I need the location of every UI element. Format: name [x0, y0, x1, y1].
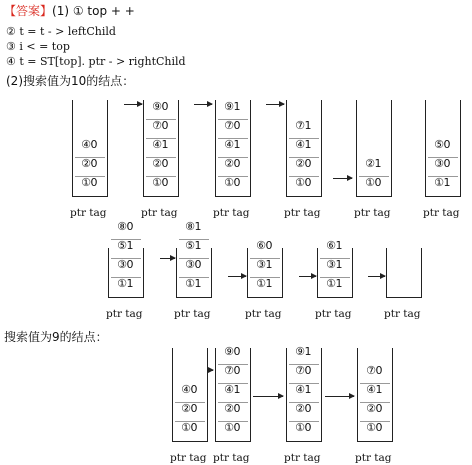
stack-entry-tag: 0	[233, 176, 241, 189]
stack-entry-divider	[146, 176, 176, 177]
stack-entry-tag: 1	[304, 345, 312, 358]
stack-caption: ptr tag	[213, 207, 250, 219]
stack-entry-divider	[218, 364, 248, 365]
stack-entry-tag: 0	[126, 258, 134, 271]
stack-entry	[287, 402, 321, 421]
stack-entry-tag: 0	[161, 119, 169, 132]
stack-entry-tag: 0	[375, 364, 383, 377]
transition-arrow	[124, 104, 142, 105]
stack-entry	[287, 421, 321, 440]
row1-stack-3	[215, 100, 251, 197]
stack-entry	[358, 364, 392, 383]
stack-entry-ptr: ②	[224, 402, 234, 415]
row2-stack-2	[176, 220, 212, 298]
stack-entry	[109, 220, 143, 239]
stack-entry-ptr: ①	[256, 277, 266, 290]
stack-entry	[109, 277, 143, 296]
stack-entry-tag: 1	[265, 258, 273, 271]
stack-entry-tag: 1	[335, 277, 343, 290]
stack-entry-divider	[320, 277, 350, 278]
stack-entry-ptr: ⑧	[185, 220, 195, 233]
stack-entry-tag: 1	[233, 383, 241, 396]
stack-entry-ptr: ①	[181, 421, 191, 434]
stack-entry-tag: 1	[233, 100, 241, 113]
stack-entry-ptr: ①	[224, 421, 234, 434]
stack-entry-ptr: ⑤	[117, 239, 127, 252]
row3-stack-1	[172, 348, 208, 442]
stack-entry-ptr: ④	[366, 383, 376, 396]
stack-caption: ptr tag	[106, 308, 143, 320]
stack-entry	[287, 138, 321, 157]
stack-entry-ptr: ①	[326, 277, 336, 290]
stack-caption: ptr tag	[384, 308, 421, 320]
stack-caption: ptr tag	[355, 452, 392, 464]
stack-entry-tag: 0	[304, 176, 312, 189]
stack-entry-divider	[359, 176, 389, 177]
stack-entry-tag: 0	[90, 176, 98, 189]
stack-entry-divider	[146, 157, 176, 158]
stack-entry-tag: 0	[233, 402, 241, 415]
stack-caption: ptr tag	[213, 452, 250, 464]
stack-entry-divider	[75, 176, 105, 177]
stack-entry	[177, 239, 211, 258]
stack-entry-ptr: ⑦	[152, 119, 162, 132]
stack-entry-ptr: ①	[434, 176, 444, 189]
stack-entry-ptr: ④	[224, 383, 234, 396]
stack-entry-tag: 0	[375, 402, 383, 415]
stack-entry-divider	[289, 402, 319, 403]
stack-entry-ptr: ④	[295, 383, 305, 396]
stack-entry	[144, 157, 178, 176]
stack-entry-ptr: ⑥	[326, 239, 336, 252]
stack-entry-tag: 1	[194, 220, 202, 233]
stack-entry	[173, 402, 207, 421]
stack-entry	[287, 119, 321, 138]
stack-entry-tag: 1	[304, 383, 312, 396]
stack-entry-ptr: ⑨	[224, 345, 234, 358]
stack-entry-ptr: ②	[365, 157, 375, 170]
stack-entry-divider	[289, 138, 319, 139]
stack-entry	[248, 277, 282, 296]
stack-entry-divider	[218, 402, 248, 403]
stack-entry-divider	[250, 277, 280, 278]
stack-entry	[287, 345, 321, 364]
stack-entry-ptr: ①	[152, 176, 162, 189]
stack-entry	[426, 157, 460, 176]
stack-entry-divider	[175, 402, 205, 403]
stack-entry-divider	[218, 383, 248, 384]
stack-entry-divider	[428, 157, 458, 158]
stack-entry-tag: 0	[161, 176, 169, 189]
stack-entry-ptr: ③	[185, 258, 195, 271]
stack-entry-divider	[218, 176, 248, 177]
stack-caption: ptr tag	[174, 308, 211, 320]
row1-stack-6	[425, 100, 461, 197]
stack-entry-ptr: ④	[224, 138, 234, 151]
stack-entry	[144, 100, 178, 119]
stack-entry-ptr: ③	[434, 157, 444, 170]
stack-entry-tag: 1	[375, 383, 383, 396]
question-1-line-1: (1) ① top + +	[52, 4, 135, 18]
stack-entry-tag: 1	[304, 138, 312, 151]
stack-entry-tag: 0	[304, 421, 312, 434]
stack-entry-divider	[179, 277, 209, 278]
stack-entry	[358, 402, 392, 421]
stack-entry-tag: 1	[443, 176, 451, 189]
stack-entry-divider	[218, 138, 248, 139]
row3-stack-2	[215, 345, 251, 442]
question-1-line-3: ③ i < = top	[6, 40, 70, 53]
stack-entry-tag: 1	[194, 239, 202, 252]
stack-entry-divider	[289, 383, 319, 384]
stack-entry	[73, 138, 107, 157]
stack-entry-divider	[360, 421, 390, 422]
stack-entry	[73, 157, 107, 176]
stack-entry-ptr: ①	[117, 277, 127, 290]
stack-caption: ptr tag	[70, 207, 107, 219]
stack-entry	[216, 364, 250, 383]
stack-entry	[216, 345, 250, 364]
stack-entry	[173, 383, 207, 402]
stack-entry-tag: 0	[304, 402, 312, 415]
stack-entry	[318, 277, 352, 296]
stack-entry-ptr: ③	[256, 258, 266, 271]
transition-arrow	[325, 396, 354, 397]
stack-entry	[216, 100, 250, 119]
stack-entry-divider	[218, 421, 248, 422]
stack-entry-divider	[360, 383, 390, 384]
stack-entry-divider	[146, 119, 176, 120]
stack-entry-ptr: ⑤	[434, 138, 444, 151]
transition-arrow	[160, 258, 175, 259]
stack-entry-tag: 0	[190, 402, 198, 415]
stack-entry-tag: 0	[375, 421, 383, 434]
stack-entry	[109, 239, 143, 258]
stack-entry	[248, 239, 282, 258]
stack-entry-ptr: ④	[81, 138, 91, 151]
stack-entry	[357, 176, 391, 195]
row1-stack-1	[72, 100, 108, 197]
stack-entry	[216, 119, 250, 138]
stack-entry-divider	[360, 402, 390, 403]
row1-stack-5	[356, 100, 392, 197]
answer-label: 【答案】	[4, 4, 53, 18]
stack-entry	[144, 176, 178, 195]
stack-entry	[216, 176, 250, 195]
stack-entry-ptr: ②	[152, 157, 162, 170]
stack-entry-ptr: ②	[81, 157, 91, 170]
stack-entry-tag: 0	[90, 157, 98, 170]
stack-entry-ptr: ②	[295, 402, 305, 415]
stack-entry-tag: 0	[233, 364, 241, 377]
stack-entry-tag: 0	[265, 239, 273, 252]
transition-arrow	[194, 104, 212, 105]
stack-entry-divider	[175, 421, 205, 422]
stack-entry-divider	[218, 157, 248, 158]
stack-entry	[216, 421, 250, 440]
stack-entry-ptr: ①	[365, 176, 375, 189]
stack-entry-divider	[250, 258, 280, 259]
stack-entry-tag: 0	[161, 157, 169, 170]
stack-entry-divider	[289, 364, 319, 365]
stack-entry	[426, 138, 460, 157]
stack-entry-tag: 1	[126, 239, 134, 252]
stack-entry-tag: 1	[233, 138, 241, 151]
stack-entry-tag: 1	[304, 119, 312, 132]
stack-entry	[358, 383, 392, 402]
stack-entry-tag: 0	[233, 421, 241, 434]
stack-entry-tag: 1	[161, 138, 169, 151]
stack-caption: ptr tag	[141, 207, 178, 219]
stack-caption: ptr tag	[170, 452, 207, 464]
stack-entry-divider	[111, 258, 141, 259]
stack-entry-ptr: ②	[295, 157, 305, 170]
section-2-heading: (2)搜索值为10的结点：	[6, 74, 135, 88]
stack-entry	[318, 258, 352, 277]
stack-entry-tag: 0	[194, 258, 202, 271]
stack-entry	[426, 176, 460, 195]
stack-entry-tag: 1	[374, 157, 382, 170]
stack-entry-divider	[179, 258, 209, 259]
stack-entry	[287, 176, 321, 195]
stack-entry-ptr: ①	[81, 176, 91, 189]
stack-entry-ptr: ⑦	[224, 364, 234, 377]
stack-entry-tag: 0	[304, 364, 312, 377]
stack-entry-tag: 0	[443, 157, 451, 170]
stack-entry-divider	[179, 239, 209, 240]
section-3-heading: 搜索值为9的结点：	[4, 330, 108, 344]
stack-entry-ptr: ②	[181, 402, 191, 415]
stack-caption: ptr tag	[354, 207, 391, 219]
stack-entry-ptr: ①	[224, 176, 234, 189]
stack-entry-ptr: ④	[295, 138, 305, 151]
stack-entry	[177, 277, 211, 296]
stack-entry-ptr: ⑨	[152, 100, 162, 113]
stack-entry-ptr: ⑥	[256, 239, 266, 252]
stack-entry-tag: 0	[190, 383, 198, 396]
stack-entry-tag: 0	[304, 157, 312, 170]
stack-entry-divider	[146, 138, 176, 139]
stack-entry-ptr: ②	[366, 402, 376, 415]
stack-entry-ptr: ④	[152, 138, 162, 151]
transition-arrow	[228, 276, 246, 277]
stack-entry	[287, 364, 321, 383]
stack-entry-ptr: ①	[295, 421, 305, 434]
stack-entry-divider	[111, 277, 141, 278]
stack-entry-divider	[289, 421, 319, 422]
stack-entry	[216, 402, 250, 421]
row3-stack-3	[286, 345, 322, 442]
stack-caption: ptr tag	[315, 308, 352, 320]
stack-entry-divider	[289, 157, 319, 158]
row3-stack-4	[357, 348, 393, 442]
stack-entry	[318, 239, 352, 258]
stack-entry-tag: 1	[194, 277, 202, 290]
transition-arrow	[209, 370, 213, 371]
row1-stack-2	[143, 100, 179, 197]
stack-entry	[287, 383, 321, 402]
stack-entry-divider	[218, 119, 248, 120]
stack-entry-tag: 0	[374, 176, 382, 189]
row2-stack-1	[108, 220, 144, 298]
stack-entry	[73, 176, 107, 195]
stack-entry	[173, 421, 207, 440]
stack-entry-ptr: ②	[224, 157, 234, 170]
stack-entry-tag: 0	[233, 119, 241, 132]
stack-entry-ptr: ⑦	[224, 119, 234, 132]
stack-entry	[216, 383, 250, 402]
stack-entry	[177, 220, 211, 239]
stack-entry-ptr: ①	[185, 277, 195, 290]
transition-arrow	[299, 276, 316, 277]
question-1-line-2: ② t = t - > leftChild	[6, 25, 116, 38]
stack-entry	[216, 138, 250, 157]
stack-entry-divider	[289, 176, 319, 177]
stack-entry	[287, 157, 321, 176]
stack-entry	[144, 119, 178, 138]
stack-caption: ptr tag	[284, 452, 321, 464]
stack-entry-ptr: ⑧	[117, 220, 127, 233]
question-1-line-4: ④ t = ST[top]. ptr - > rightChild	[6, 55, 186, 68]
stack-entry	[177, 258, 211, 277]
stack-entry-ptr: ⑦	[295, 364, 305, 377]
stack-entry-ptr: ⑦	[366, 364, 376, 377]
stack-entry	[109, 258, 143, 277]
stack-entry-tag: 1	[265, 277, 273, 290]
stack-entry-divider	[75, 157, 105, 158]
stack-entry-divider	[320, 258, 350, 259]
stack-entry-tag: 0	[90, 138, 98, 151]
stack-entry-divider	[111, 239, 141, 240]
stack-entry-tag: 0	[126, 220, 134, 233]
stack-caption: ptr tag	[284, 207, 321, 219]
stack-entry	[358, 421, 392, 440]
row2-stack-3	[247, 239, 283, 298]
stack-entry-ptr: ⑨	[295, 345, 305, 358]
transition-arrow	[266, 104, 284, 105]
transition-arrow	[253, 396, 283, 397]
stack-entry-divider	[428, 176, 458, 177]
stack-caption: ptr tag	[245, 308, 282, 320]
stack-entry	[144, 138, 178, 157]
row2-stack-4	[317, 239, 353, 298]
stack-entry-tag: 1	[126, 277, 134, 290]
stack-entry	[357, 157, 391, 176]
row1-stack-4	[286, 100, 322, 197]
stack-entry-ptr: ⑨	[224, 100, 234, 113]
stack-entry-ptr: ④	[181, 383, 191, 396]
stack-entry-tag: 1	[335, 258, 343, 271]
stack-entry-tag: 0	[233, 345, 241, 358]
transition-arrow	[333, 178, 352, 179]
stack-entry-ptr: ⑤	[185, 239, 195, 252]
row2-stack-5	[386, 248, 422, 298]
transition-arrow	[368, 276, 385, 277]
stack-entry-ptr: ①	[366, 421, 376, 434]
stack-entry-tag: 0	[161, 100, 169, 113]
stack-entry-ptr: ③	[117, 258, 127, 271]
stack-entry-ptr: ⑦	[295, 119, 305, 132]
stack-entry-tag: 0	[233, 157, 241, 170]
stack-caption: ptr tag	[423, 207, 460, 219]
stack-entry-tag: 1	[335, 239, 343, 252]
stack-entry	[248, 258, 282, 277]
stack-entry-ptr: ③	[326, 258, 336, 271]
stack-entry-tag: 0	[190, 421, 198, 434]
stack-entry	[216, 157, 250, 176]
stack-entry-ptr: ①	[295, 176, 305, 189]
stack-entry-tag: 0	[443, 138, 451, 151]
